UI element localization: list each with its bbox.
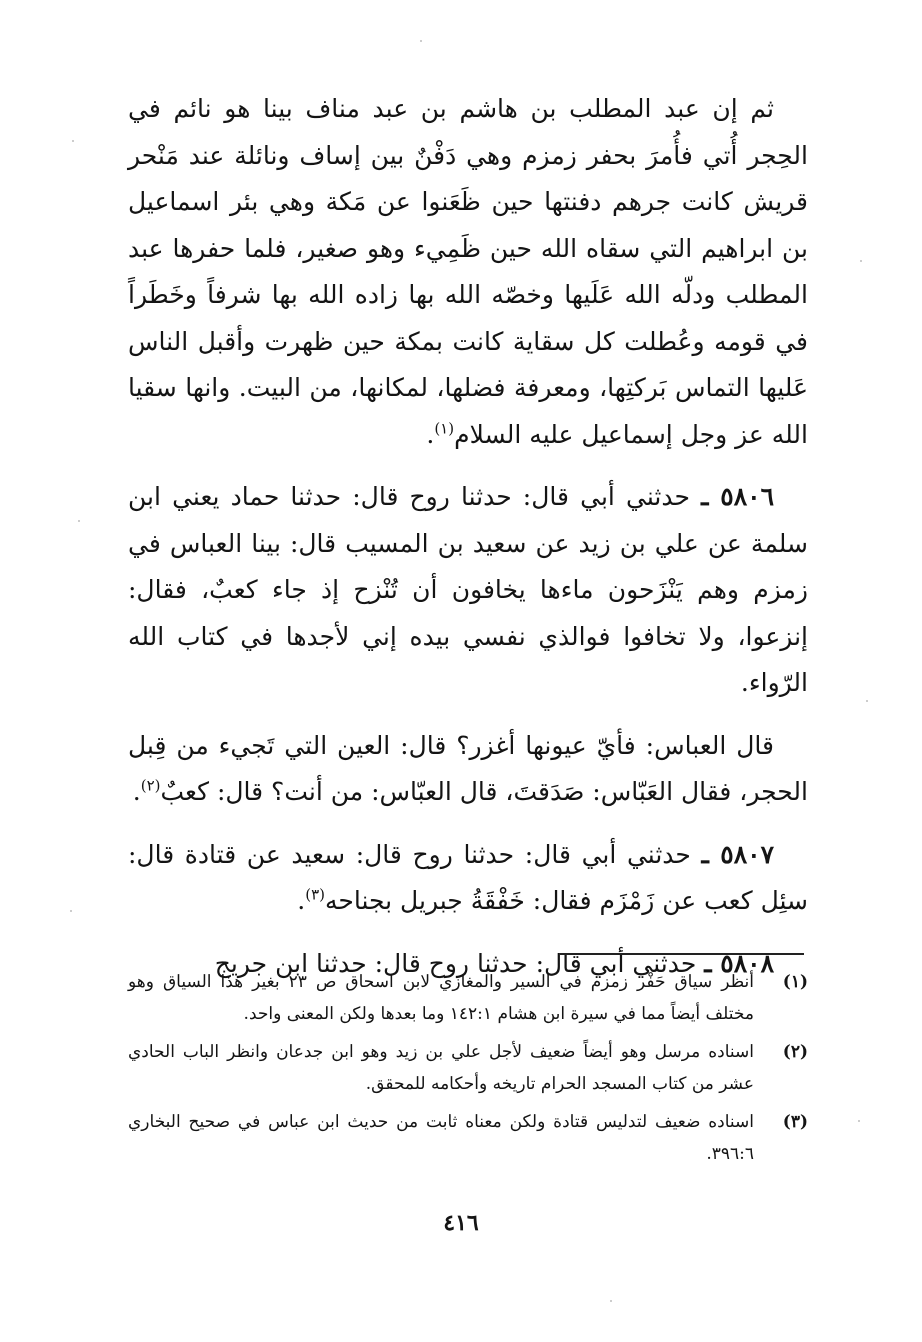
footnotes bbox=[128, 966, 808, 1176]
scan-speck bbox=[70, 910, 72, 912]
paragraph-text: ثم إن عبد المطلب بن هاشم بن عبد مناف بينا هو نائم في الحِجر أُتي فأُمرَ بحفر زمزم وهي دَفْنٌ بين إساف ونائلة عند مَنْحر قريش كانت جرهم دفنتها حين ظَعَنوا عن مَكة وهي بئر اسماعيل بن ابراهيم التي سقاه الله حين ظَمِيء وهو صغير، فلما حفرها عبد المطلب ودلّه الله عَلَيها وخصّه الله بها زاده الله بها شرفاً وخَطَراً في قومه وعُطلت كل سقاية كانت بمكة حين ظهرت وأقبل الناس عَليها التماس بَركتِها، ومعرفة فضلها، لمكانها، من البيت. وانها سقيا الله عز وجل إسماعيل عليه السلام bbox=[128, 94, 808, 449]
paragraph-text: حدثني أبي قال: حدثنا روح قال: سعيد عن قتادة قال: سئِل كعب عن زَمْزَم فقال: خَفْقَةُ جبريل بجناحه bbox=[128, 839, 808, 915]
paragraph-abbas: قال العباس: فأيّ عيونها أغزر؟ قال: العين التي تَجيء من قِبل الحجر، فقال العَبّاس: صَدَقتَ، قال العبّاس: من أنت؟ قال: كعبٌ$^{(٢)}$. bbox=[128, 730, 808, 806]
footnote-1 bbox=[128, 966, 808, 1030]
hadith-5806 bbox=[128, 474, 808, 707]
hadith-number: ٥٨٠٧ ـ bbox=[701, 839, 774, 869]
hadith-number: ٥٨٠٦ ـ bbox=[701, 482, 775, 511]
scan-speck bbox=[72, 140, 74, 142]
footnote-text: اسناده مرسل وهو أيضاً ضعيف لأجل علي بن زيد وهو ابن جدعان وانظر الباب الحادي عشر من كتاب المسجد الحرام تاريخه وأحكامه للمحقق. bbox=[128, 1042, 754, 1094]
footnote-number: (٢) bbox=[782, 1042, 808, 1062]
hadith-5807: ٥٨٠٧ ـ حدثني أبي قال: حدثنا روح قال: سعيد عن قتادة قال: سئِل كعب عن زَمْزَم فقال: خَفْقَةُ جبريل بجناحه$^{(٣)}$. bbox=[128, 839, 808, 915]
footnote-ref: (١) bbox=[434, 419, 455, 438]
footnote-2 bbox=[128, 1036, 808, 1100]
scan-speck bbox=[78, 520, 80, 522]
footnote-number: (٣) bbox=[782, 1112, 808, 1132]
scan-speck bbox=[610, 1300, 612, 1302]
paragraph-text: حدثني أبي قال: حدثنا روح قال: حدثنا حماد يعني ابن سلمة عن علي بن زيد عن سعيد بن المسيب قال: بينا العباس في زمزم وهم يَنْزَحون ماءها يخافون أن تُنْزح إذ جاء كعبٌ، فقال: إنزعوا، ولا تخافوا فوالذي نفسي بيده إني لأجدها في كتاب الله الرّواء. bbox=[128, 482, 808, 697]
footnote-3 bbox=[128, 1106, 808, 1170]
paragraph-text: قال العباس: فأيّ عيونها أغزر؟ قال: العين التي تَجيء من قِبل الحجر، فقال العَبّاس: صَدَقتَ، قال العبّاس: من أنت؟ قال: كعبٌ bbox=[128, 730, 808, 806]
paragraph-intro: ثم إن عبد المطلب بن هاشم بن عبد مناف بينا هو نائم في الحِجر أُتي فأُمرَ بحفر زمزم وهي دَفْنٌ بين إساف ونائلة عند مَنْحر قريش كانت جرهم دفنتها حين ظَعَنوا عن مَكة وهي بئر اسماعيل بن ابراهيم التي سقاه الله حين ظَمِيء وهو صغير، فلما حفرها عبد المطلب ودلّه الله عَلَيها وخصّه الله بها زاده الله بها شرفاً وخَطَراً في قومه وعُطلت كل سقاية كانت بمكة حين ظهرت وأقبل الناس عَليها التماس بَركتِها، ومعرفة فضلها، لمكانها، من البيت. وانها سقيا الله عز وجل إسماعيل عليه السلام$^{(١)}$. bbox=[128, 94, 808, 449]
footnote-text: اسناده ضعيف لتدليس قتادة ولكن معناه ثابت من حديث ابن عباس في صحيح البخاري ٣٩٦:٦. bbox=[128, 1112, 754, 1164]
main-text bbox=[128, 86, 808, 987]
scan-speck bbox=[866, 700, 868, 702]
footnote-ref: (٣) bbox=[305, 885, 325, 904]
page-number: ٤١٦ bbox=[443, 1210, 479, 1236]
scan-speck bbox=[420, 40, 422, 42]
footnote-text: أنظر سياق حَفْر زمزم في السير والمغازي لابن اسحاق ص ٢٣ بغير هذا السياق وهو مختلف أيضاً مما في سيرة ابن هشام ١٤٢:١ وما بعدها ولكن المعنى واحد. bbox=[128, 972, 754, 1024]
scan-speck bbox=[858, 1120, 860, 1122]
paragraph-text: حدثني أبي قال: حدثنا روح قال: حدثنا ابن جريج bbox=[214, 948, 697, 978]
footnote-number: (١) bbox=[782, 972, 808, 992]
scan-speck bbox=[860, 260, 862, 262]
footnote-divider bbox=[560, 953, 804, 955]
hadith-number: ٥٨٠٨ ـ bbox=[704, 948, 774, 978]
footnote-ref: (٢) bbox=[140, 776, 161, 795]
